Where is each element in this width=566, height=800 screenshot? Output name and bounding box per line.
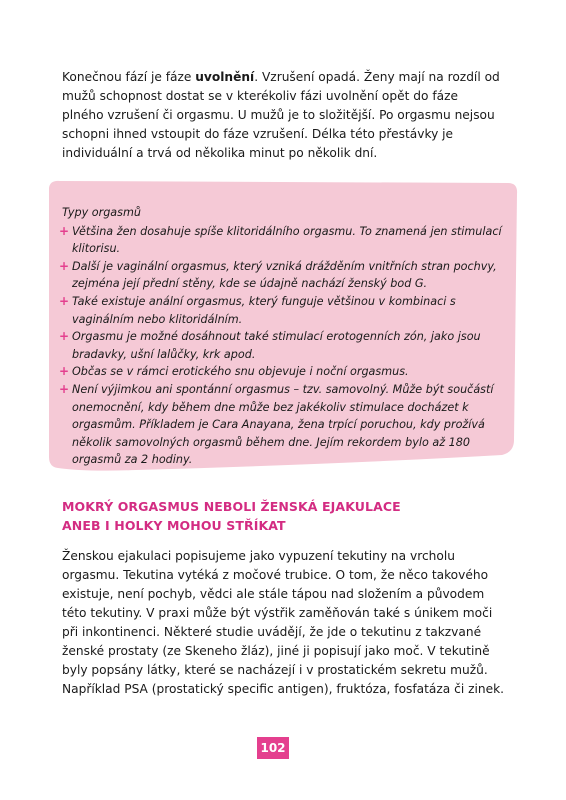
section-heading-line1: MOKRÝ ORGASMUS NEBOLI ŽENSKÁ EJAKULACE — [62, 499, 401, 514]
plus-icon: + — [59, 329, 70, 344]
plus-icon: + — [59, 381, 70, 396]
plus-icon: + — [59, 293, 70, 308]
intro-bold-term: uvolnění — [195, 70, 255, 84]
list-item: + Není výjimkou ani spontánní orgasmus – tzv. samovolný. Může být součástí onemocnění, kdy během dne může bez jakékoliv stimulace docházet k orgasmům. Příkladem je Cara Anayana, žena trpící poruchou, kdy prožívá několik samovolných orgasmů během dne. Jejím rekordem bylo až 180 orgasmů za 2 hodiny. — [59, 381, 494, 467]
orgasm-types-box — [46, 178, 520, 473]
intro-text-end: . Vzrušení opadá. Ženy mají na rozdíl od mužů schopnost dostat se v kterékoliv fázi uvolnění opět do fáze plného vzrušení či orgasmu. U mužů je to složitější. Po orgasmu nejsou schopni ihned vstoupit do fáze vzrušení. Délka této přestávky je individuální a trvá od několika minut po několik dní. — [62, 70, 500, 160]
intro-text-start: Konečnou fází je fáze — [62, 70, 196, 84]
intro-paragraph — [62, 68, 502, 163]
orgasm-types-list — [59, 223, 502, 469]
section-heading-line2: ANEB I HOLKY MOHOU STŘÍKAT — [62, 518, 286, 533]
page-number-badge: 102 — [257, 737, 289, 759]
list-item: + Další je vaginální orgasmus, který vzniká drážděním vnitřních stran pochvy, zejména její přední stěny, kde se údajně nachází ženský bod G. — [59, 258, 497, 291]
box-content — [59, 204, 502, 469]
section-body-paragraph: Ženskou ejakulaci popisujeme jako vypuzení tekutiny na vrcholu orgasmu. Tekutina vytéká z močové trubice. O tom, že něco takového existuje, není pochyb, vědci ale stále tápou nad složením a původem této tekutiny. V praxi může být výstřik zaměňován také s únikem moči při inkontinenci. Některé studie uvádějí, že jde o tekutinu z takzvané ženské prostaty (ze Skeneho žláz), jiné ji popisují jako moč. V tekutině byly popsány látky, které se nacházejí i v prostatickém sekretu mužů. Například PSA (prostatický specific antigen), fruktóza, fosfatáza či zinek. — [62, 549, 505, 696]
plus-icon: + — [59, 223, 70, 238]
list-item: + Orgasmu je možné dosáhnout také stimulací erotogenních zón, jako jsou bradavky, ušní lalůčky, krk apod. — [59, 329, 481, 361]
plus-icon: + — [59, 364, 70, 379]
section-heading — [62, 497, 502, 535]
list-item: + Také existuje anální orgasmus, který funguje většinou v kombinaci s vaginálním nebo klitoridálním. — [59, 293, 456, 326]
plus-icon: + — [59, 258, 70, 273]
box-title: Typy orgasmů — [62, 206, 141, 219]
list-item: + Většina žen dosahuje spíše klitoridálního orgasmu. To znamená jen stimulací klitorisu. — [59, 223, 502, 256]
list-item: + Občas se v rámci erotického snu objevuje i noční orgasmus. — [62, 363, 502, 381]
